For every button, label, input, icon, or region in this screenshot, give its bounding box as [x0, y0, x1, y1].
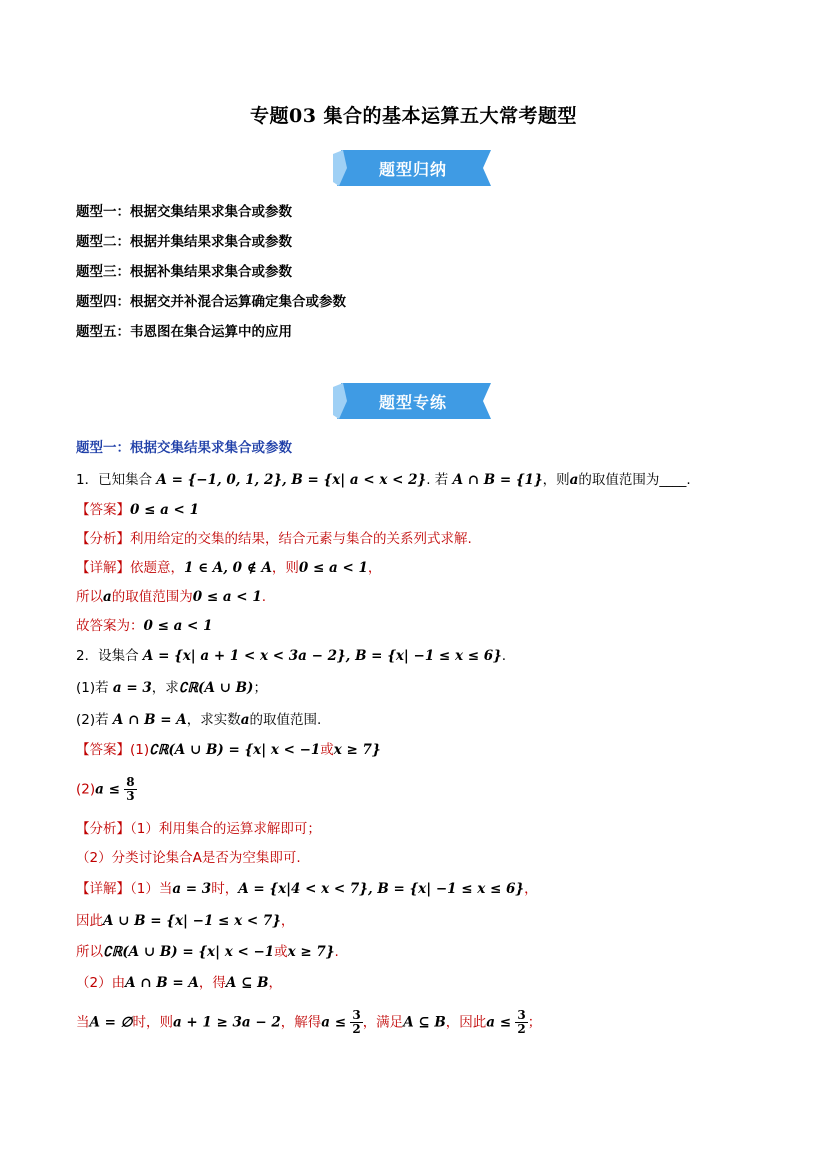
math: a = 3: [172, 881, 212, 897]
type-item: 题型二：根据并集结果求集合或参数: [76, 234, 292, 250]
text: 依题意，: [130, 560, 184, 576]
math: a + 1 ≥ 3a − 2: [172, 1014, 281, 1031]
fraction: [350, 1009, 362, 1036]
question-2-part-1: [76, 678, 267, 698]
text: （2）由: [76, 975, 126, 991]
banner-practice-label: 题型专练: [378, 393, 447, 412]
text: (1): [130, 742, 150, 758]
text: (2): [76, 781, 96, 798]
numerator: 3: [352, 1008, 361, 1022]
answer-2-part-2: [76, 776, 137, 803]
text: ；: [527, 1014, 542, 1031]
text: .: [501, 648, 507, 664]
math: A = ∅: [89, 1014, 133, 1031]
question-2-part-2: [76, 710, 321, 730]
answer-blank: ____: [659, 472, 687, 488]
section-heading: 题型一：根据交集结果求集合或参数: [76, 440, 292, 456]
denominator: 3: [126, 789, 135, 803]
analysis-1: [76, 529, 472, 549]
text: ，因此: [445, 1014, 487, 1031]
text: ；: [253, 680, 267, 696]
banner-summary-label: 题型归纳: [378, 160, 447, 179]
text: .: [334, 944, 339, 960]
detail-2-1: [76, 879, 538, 899]
math: a: [569, 472, 579, 488]
math: A = {x| a + 1 < x < 3a − 2}, B = {x| −1 ≤ x ≤ 6}: [142, 648, 502, 664]
math: A ∩ B = A: [125, 975, 199, 991]
detail-1-so: [76, 587, 266, 607]
math: ∁ℝ(A ∪ B) = {x| x < −1: [149, 742, 321, 758]
text: ，解得: [280, 1014, 322, 1031]
text: .: [261, 589, 267, 605]
text: （1）利用集合的运算求解即可；: [130, 821, 321, 837]
type-item: 题型四：根据交并补混合运算确定集合或参数: [76, 294, 346, 310]
text: (2)若: [76, 712, 113, 728]
type-item: 题型三：根据补集结果求集合或参数: [76, 264, 292, 280]
tag: 【答案】: [76, 742, 130, 758]
tag: 【详解】: [76, 560, 130, 576]
numerator: 3: [517, 1008, 526, 1022]
text: ，则: [271, 560, 299, 576]
denominator: 2: [517, 1022, 526, 1036]
text: 的取值范围.: [249, 712, 322, 728]
tag: 【详解】: [76, 881, 130, 897]
text: 1．已知集合: [76, 472, 157, 488]
text: (1)若: [76, 680, 113, 696]
math: a: [240, 712, 250, 728]
question-1: [76, 470, 691, 490]
text: ，: [280, 913, 295, 929]
math: A ∪ B = {x| −1 ≤ x < 7}: [103, 913, 281, 929]
fraction: [515, 1009, 527, 1036]
math: A ⊆ B: [403, 1014, 446, 1031]
text: 因此: [76, 913, 103, 929]
math: ∁ℝ(A ∪ B) = {x| x < −1: [103, 944, 275, 960]
answer-1: [76, 500, 199, 520]
math: a: [103, 589, 112, 605]
text: 故答案为：: [76, 618, 144, 634]
text: 利用给定的交集的结果，结合元素与集合的关系列式求解.: [130, 531, 472, 547]
text: ，: [268, 975, 282, 991]
analysis-2: [76, 819, 321, 839]
text: 所以: [76, 589, 103, 605]
math: 0 ≤ a < 1: [298, 560, 368, 576]
math: a = 3: [112, 680, 152, 696]
text: 的取值范围为: [111, 589, 193, 605]
text: 时，则: [132, 1014, 173, 1031]
final-answer-1: [76, 616, 212, 636]
type-item: 题型一：根据交集结果求集合或参数: [76, 204, 292, 220]
text: 或: [320, 742, 334, 758]
math: 0 ≤ a < 1: [192, 589, 262, 605]
tag: 【分析】: [76, 531, 130, 547]
question-2: [76, 646, 506, 666]
text: 的取值范围为: [578, 472, 660, 488]
text: ，求实数: [186, 712, 241, 728]
text: （1）当: [130, 881, 173, 897]
text: ，则: [542, 472, 570, 488]
text: 或: [274, 944, 288, 960]
denominator: 2: [352, 1022, 361, 1036]
tag: 【答案】: [76, 502, 130, 518]
math: A = {−1, 0, 1, 2}, B = {x| a < x < 2}: [156, 472, 427, 488]
text: ，: [367, 560, 382, 576]
detail-2-2: [76, 911, 294, 931]
math: a ≤: [321, 1014, 347, 1031]
math: 0 ≤ a < 1: [130, 502, 199, 518]
type-item: 题型五：韦恩图在集合运算中的应用: [76, 324, 292, 340]
text: 当: [76, 1014, 90, 1031]
detail-2-4: [76, 973, 282, 993]
math: A ∩ B = A: [112, 712, 187, 728]
text: ，: [524, 881, 538, 897]
banner-practice: [333, 381, 493, 421]
answer-2-part-1: [76, 740, 381, 760]
math: a ≤: [95, 781, 120, 798]
math: A ∩ B = {1}: [452, 472, 543, 488]
math: 1 ∈ A, 0 ∉ A: [184, 560, 272, 576]
text: ，得: [198, 975, 226, 991]
math: A = {x|4 < x < 7}, B = {x| −1 ≤ x ≤ 6}: [238, 881, 525, 897]
detail-2-5: [76, 1009, 541, 1036]
text: 所以: [76, 944, 103, 960]
math: 0 ≤ a < 1: [143, 618, 213, 634]
text: 时，: [211, 881, 239, 897]
type-list: [76, 202, 346, 352]
banner-summary: [333, 148, 493, 188]
detail-2-3: [76, 942, 339, 962]
detail-1: [76, 558, 381, 578]
fraction: [124, 776, 136, 803]
text: . 若: [426, 472, 453, 488]
text: ，求: [151, 680, 179, 696]
text: （2）分类讨论集合A是否为空集即可.: [76, 850, 301, 866]
numerator: 8: [126, 775, 135, 789]
tag: 【分析】: [76, 821, 130, 837]
math: ∁ℝ(A ∪ B): [178, 680, 254, 696]
math: a ≤: [486, 1014, 512, 1031]
math: x ≥ 7}: [287, 944, 335, 960]
text: 2．设集合: [76, 648, 143, 664]
text: ，满足: [362, 1014, 404, 1031]
analysis-2-b: [76, 848, 301, 868]
math: x ≥ 7}: [333, 742, 381, 758]
math: A ⊆ B: [225, 975, 269, 991]
text: .: [686, 472, 691, 488]
page-title: 专题03 集合的基本运算五大常考题型: [249, 105, 578, 127]
